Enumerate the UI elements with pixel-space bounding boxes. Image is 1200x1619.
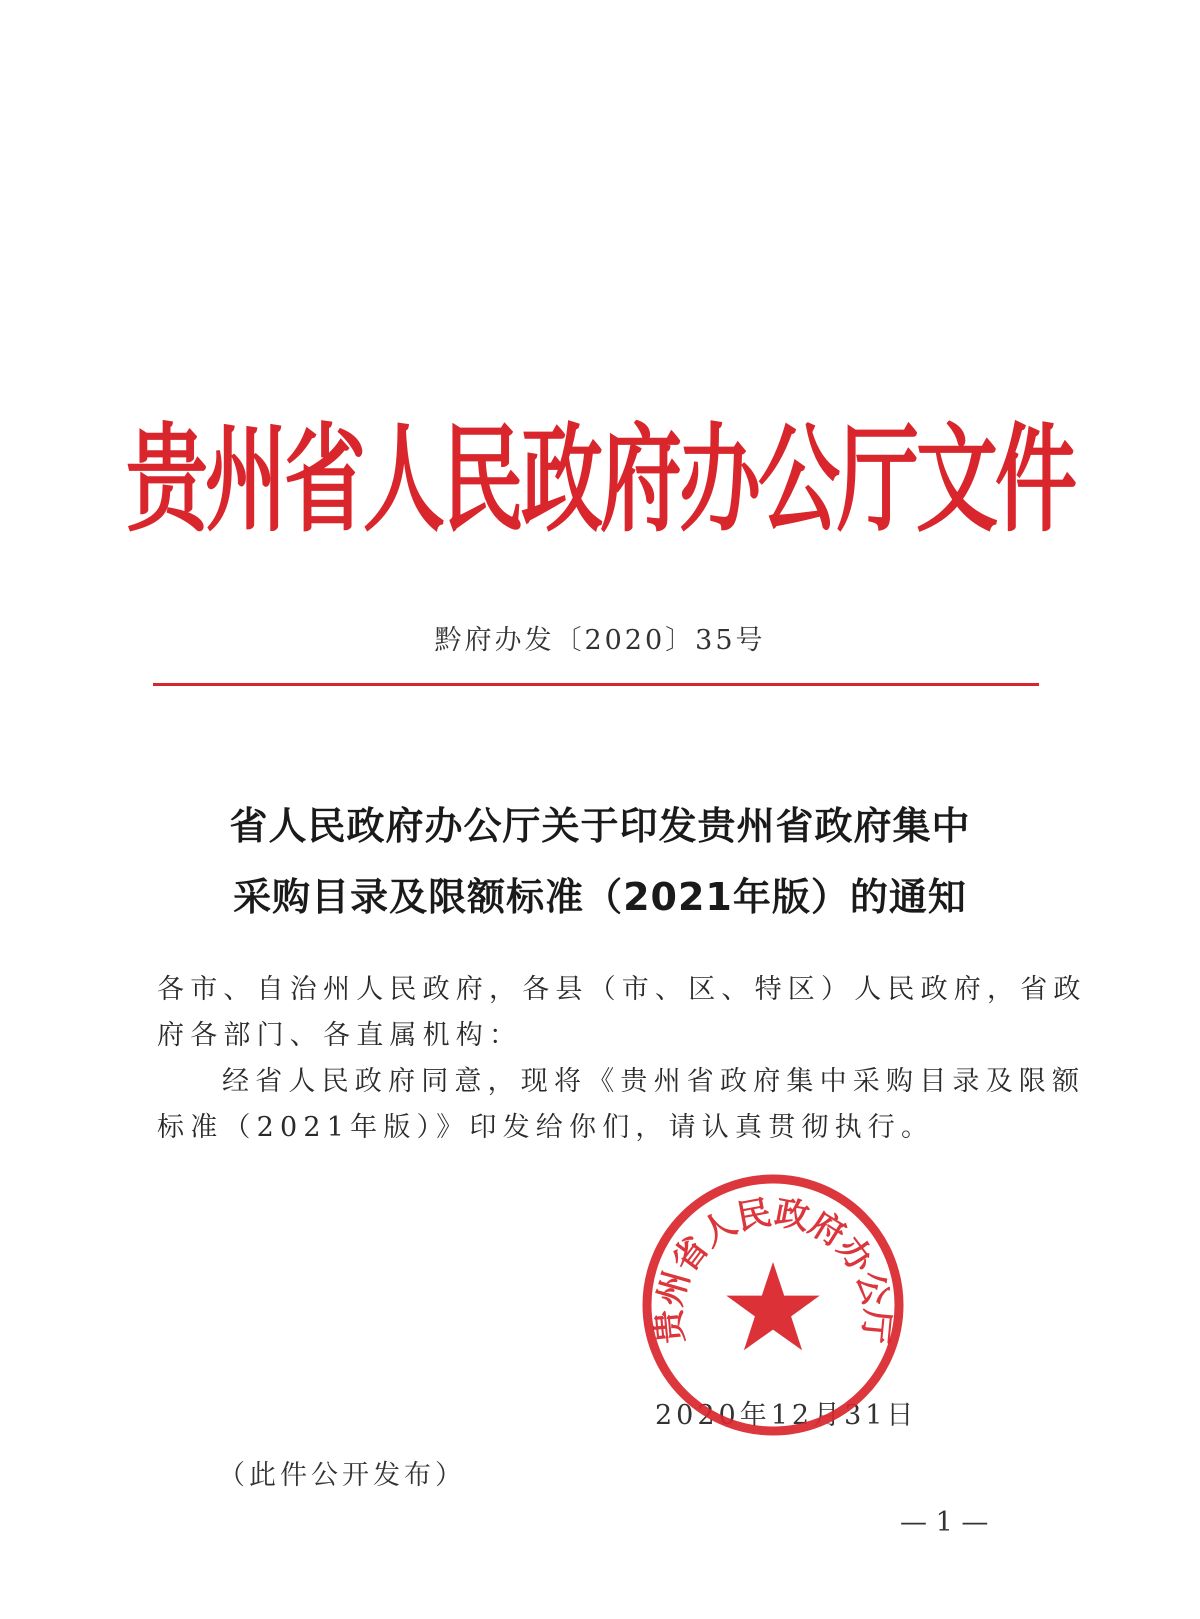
notice-title-line-1: 省人民政府办公厅关于印发贵州省政府集中 <box>229 804 971 848</box>
body-recipients-line-1: 各市、自治州人民政府，各县（市、区、特区）人民政府，省政 <box>157 974 1087 1005</box>
red-divider-line <box>153 683 1039 686</box>
notice-title-line-2: 采购目录及限额标准（2021年版）的通知 <box>233 875 967 919</box>
body-paragraph-line-2: 标准（2021年版）》印发给你们，请认真贯彻执行。 <box>157 1112 935 1143</box>
issue-date: 2020年12月31日 <box>655 1400 918 1431</box>
page-number: — 1 — <box>900 1507 989 1538</box>
public-release-note: （此件公开发布） <box>218 1460 466 1491</box>
star-icon <box>726 1262 819 1350</box>
body-paragraph-line-1: 经省人民政府同意，现将《贵州省政府集中采购目录及限额 <box>222 1066 1086 1097</box>
document-number: 黔府办发〔2020〕35号 <box>434 625 766 656</box>
seal-text: 贵州省人民政府办公厅 <box>648 1192 898 1346</box>
masthead-title: 贵州省人民政府办公厅文件 <box>125 413 1074 549</box>
official-seal <box>638 1170 908 1440</box>
body-recipients-line-2: 府各部门、各直属机构： <box>157 1020 523 1051</box>
